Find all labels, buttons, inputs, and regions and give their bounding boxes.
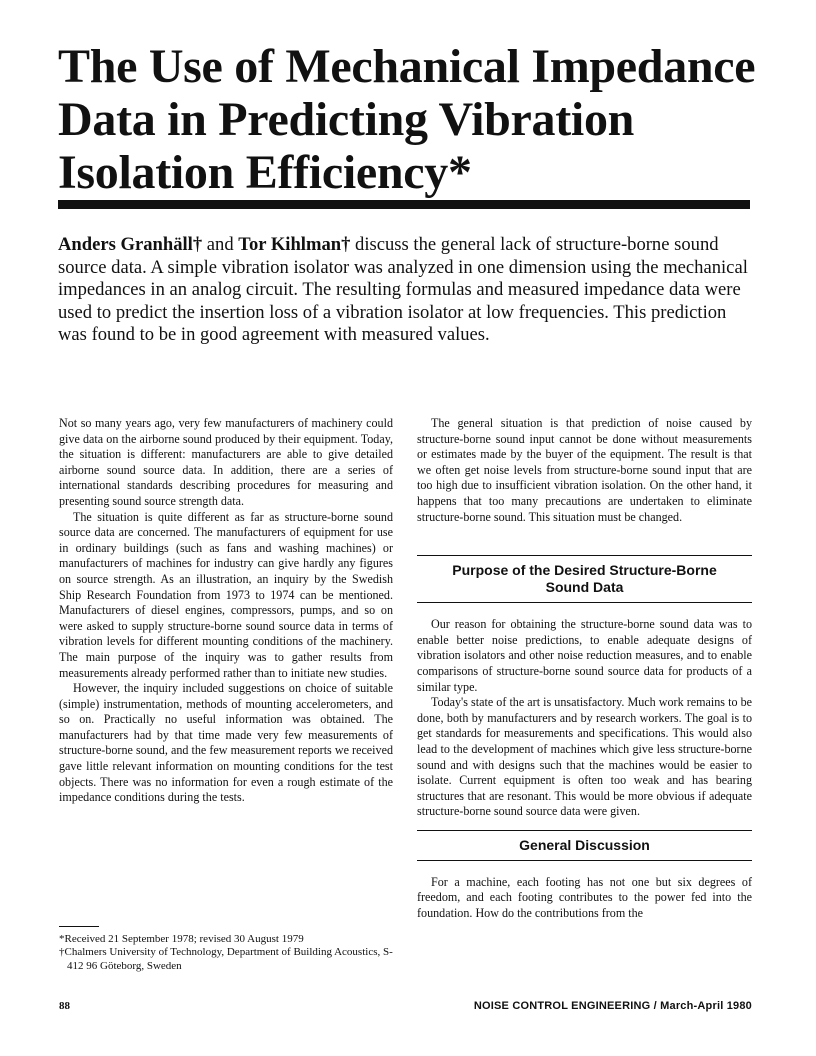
section-heading-text [417,556,752,602]
body-paragraph: Today's state of the art is unsatisfactory. Much work remains to be done, both by manufacturers and by research workers. The goal is to get standards for measurements and specifications. This would also lead to the development of machines which give less structure-borne sound and with designs such that the machines would be easier to isolate. Current equipment is often too weak and has bearing structures that are resonant. This would be more obvious if adequate structure-borne sound source data were given. [417,695,752,819]
section-heading-line: Purpose of the Desired Structure-Borne [452,562,717,579]
title-rule [58,200,750,209]
footnote-affiliation: †Chalmers University of Technology, Department of Building Acoustics, S-412 96 Göteborg, Sweden [59,946,393,972]
section-heading-line: Sound Data [545,579,624,596]
section-heading-text: General Discussion [519,836,650,853]
left-column [59,416,393,806]
body-paragraph: Our reason for obtaining the structure-borne sound data was to enable better noise predictions, to enable adequate designs of vibration isolators and other noise reduction measures, and to enable comparisons of structure-borne sound source data for products of a similar type. [417,617,752,694]
footnotes [59,926,399,973]
abstract [58,234,758,347]
right-column [417,416,752,922]
section-heading-purpose [417,555,752,603]
body-paragraph: The general situation is that prediction of noise caused by structure-borne sound input cannot be done without measurements or estimates made by the buyer of the equipment. The result is that we often get noise levels from structure-borne sound input that are too high due to insufficient vibration isolation. On the other hand, it happens that too many precautions are undertaken to eliminate structure-borne sound. This situation must be changed. [417,416,752,524]
author-2: Tor Kihlman† [238,234,351,255]
body-paragraph: However, the inquiry included suggestions on choice of suitable (simple) instrumentation, methods of mounting accelerometers, and so on. Practically no useful information was obtained. The manufacturers had by that time made very few measurements of structure-borne sound, and the few measurement reports we received gave little relevant information on mounting conditions for the test objects. There was no information for even a rough estimate of the impedance conditions during the tests. [59,681,393,805]
body-paragraph: The situation is quite different as far as structure-borne sound source data are concerned. The manufacturers of equipment for use in ordinary buildings (such as fans and washing machines) or manufacturers of machines for industry can give hardly any figures on source strength. As an illustration, an inquiry by the Swedish Ship Research Foundation from 1973 to 1974 can be mentioned. Manufacturers of diesel engines, compressors, pumps, and so on were asked to supply structure-borne sound source data in terms of vibration levels for different mounting conditions of the machinery. The main purpose of the inquiry was to gather results from measurements already performed rather than to initiate new studies. [59,509,393,680]
abstract-text: discuss the general lack of structure-borne sound source data. A simple vibration isolator was analyzed in one dimension using the mechanical impedances in an analog circuit. The resulting formulas and measured impedance data were used to predict the insertion loss of a vibration isolator at low frequencies. This prediction was found to be in good agreement with measured values. [58,234,748,346]
body-paragraph: For a machine, each footing has not one but six degrees of freedom, and each footing contributes to the power fed into the foundation. How do the contributions from the [417,874,752,921]
page-number: 88 [59,1000,70,1012]
body-paragraph: Not so many years ago, very few manufacturers of machinery could give data on the airborne sound produced by their equipment. Today, the situation is different: manufacturers are able to give detailed airborne sound source data. In addition, there are a series of international standards describing procedures for measuring and presenting sound source strength data. [59,416,393,508]
article-title: The Use of Mechanical Impedance Data in Predicting Vibration Isolation Efficiency* [58,40,756,199]
author-conjunction: and [202,234,239,255]
footnote-received: *Received 21 September 1978; revised 30 August 1979 [59,933,304,945]
footnote-rule [59,926,99,927]
section-heading-general-discussion [417,830,752,861]
author-1: Anders Granhäll† [58,234,203,255]
journal-footer: NOISE CONTROL ENGINEERING / March-April 1980 [473,1000,752,1012]
